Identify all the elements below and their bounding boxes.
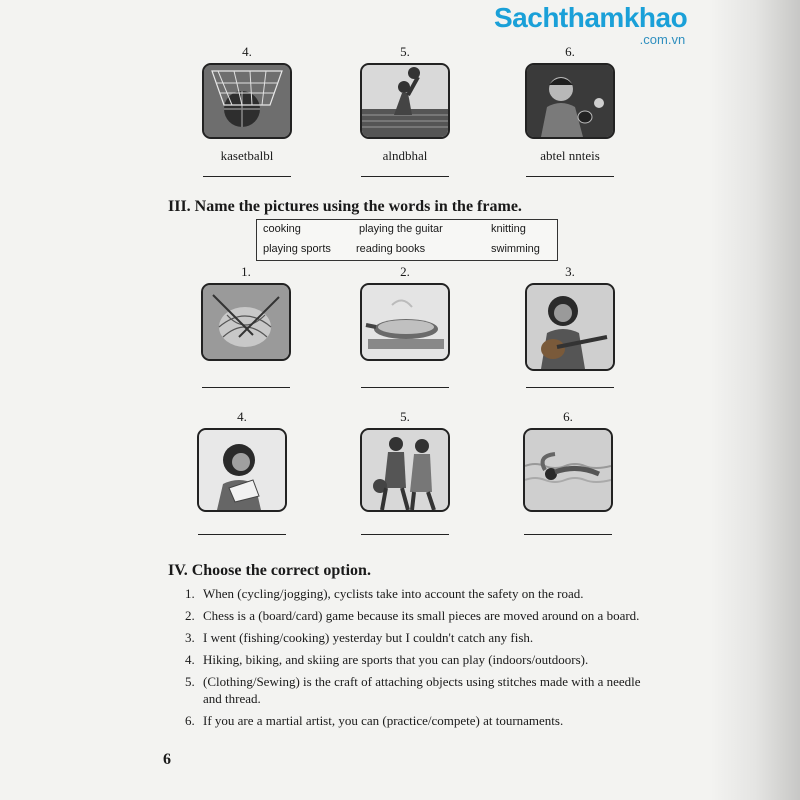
- item-text: Hiking, biking, and skiing are sports that you can play (indoors/outdoors).: [203, 652, 589, 667]
- answer-line[interactable]: [361, 176, 449, 177]
- scrambled-word: alndbhal: [382, 148, 428, 163]
- item-number: 5.: [400, 44, 410, 59]
- word-option: playing sports: [263, 243, 331, 255]
- item-number: 4.: [242, 44, 252, 59]
- watermark-logo: [494, 2, 688, 47]
- word-option: reading books: [356, 243, 426, 255]
- item-number: 5.: [400, 409, 410, 424]
- item-text: (Clothing/Sewing) is the craft of attaching objects using stitches made with a needle and thread.: [203, 674, 641, 706]
- answer-line[interactable]: [203, 176, 291, 177]
- guitar-player-photo-icon: [525, 283, 615, 371]
- list-item: [185, 673, 655, 707]
- picture-2: [345, 265, 465, 388]
- item-text: Chess is a (board/card) game because its small pieces are moved around on a board.: [203, 608, 640, 623]
- answer-line[interactable]: [524, 534, 612, 535]
- top-item-5: [345, 45, 465, 177]
- handball-player-photo-icon: [360, 63, 450, 139]
- word-option: cooking: [263, 223, 301, 235]
- word-option: knitting: [491, 223, 526, 235]
- scrambled-word: kasetbalbl: [220, 148, 274, 163]
- item-text: If you are a martial artist, you can (practice/compete) at tournaments.: [203, 713, 564, 728]
- basketball-players-photo-icon: [360, 428, 450, 512]
- section-3-title: III. Name the pictures using the words in the frame.: [168, 198, 522, 215]
- watermark-name: Sachthamkhao: [494, 2, 688, 33]
- list-item: [185, 607, 655, 624]
- word-option: playing the guitar: [359, 223, 443, 235]
- item-number: 2.: [400, 264, 410, 279]
- picture-3: [510, 265, 630, 388]
- top-item-6: [510, 45, 630, 177]
- scrambled-word: abtel nnteis: [540, 148, 600, 163]
- word-option: swimming: [491, 243, 540, 255]
- item-number: 4.: [185, 652, 195, 667]
- table-tennis-player-photo-icon: [525, 63, 615, 139]
- basketball-hoop-photo-icon: [202, 63, 292, 139]
- word-frame: [256, 219, 558, 261]
- picture-1: [186, 265, 306, 388]
- cooking-pan-photo-icon: [360, 283, 450, 361]
- picture-5: [345, 410, 465, 535]
- picture-6: [508, 410, 628, 535]
- answer-line[interactable]: [202, 387, 290, 388]
- picture-4: [182, 410, 302, 535]
- item-text: I went (fishing/cooking) yesterday but I couldn't catch any fish.: [203, 630, 534, 645]
- answer-line[interactable]: [198, 534, 286, 535]
- page-number: 6: [163, 751, 171, 768]
- item-number: 6.: [565, 44, 575, 59]
- list-item: [185, 585, 655, 602]
- list-item: [185, 629, 655, 646]
- item-number: 1.: [241, 264, 251, 279]
- swimmer-photo-icon: [523, 428, 613, 512]
- item-number: 2.: [185, 608, 195, 623]
- list-item: [185, 651, 655, 668]
- item-number: 6.: [563, 409, 573, 424]
- item-number: 3.: [565, 264, 575, 279]
- item-number: 6.: [185, 713, 195, 728]
- item-number: 4.: [237, 409, 247, 424]
- option-list: [185, 585, 655, 734]
- list-item: [185, 712, 655, 729]
- item-number: 1.: [185, 586, 195, 601]
- section-4-title: IV. Choose the correct option.: [168, 562, 371, 579]
- answer-line[interactable]: [361, 534, 449, 535]
- watermark-domain: .com.vn: [639, 32, 686, 47]
- answer-line[interactable]: [526, 176, 614, 177]
- item-text: When (cycling/jogging), cyclists take into account the safety on the road.: [203, 586, 584, 601]
- answer-line[interactable]: [361, 387, 449, 388]
- item-number: 5.: [185, 674, 195, 689]
- answer-line[interactable]: [526, 387, 614, 388]
- knitting-hands-photo-icon: [201, 283, 291, 361]
- item-number: 3.: [185, 630, 195, 645]
- page-edge-shadow: [710, 0, 800, 800]
- reading-woman-photo-icon: [197, 428, 287, 512]
- top-item-4: [187, 45, 307, 177]
